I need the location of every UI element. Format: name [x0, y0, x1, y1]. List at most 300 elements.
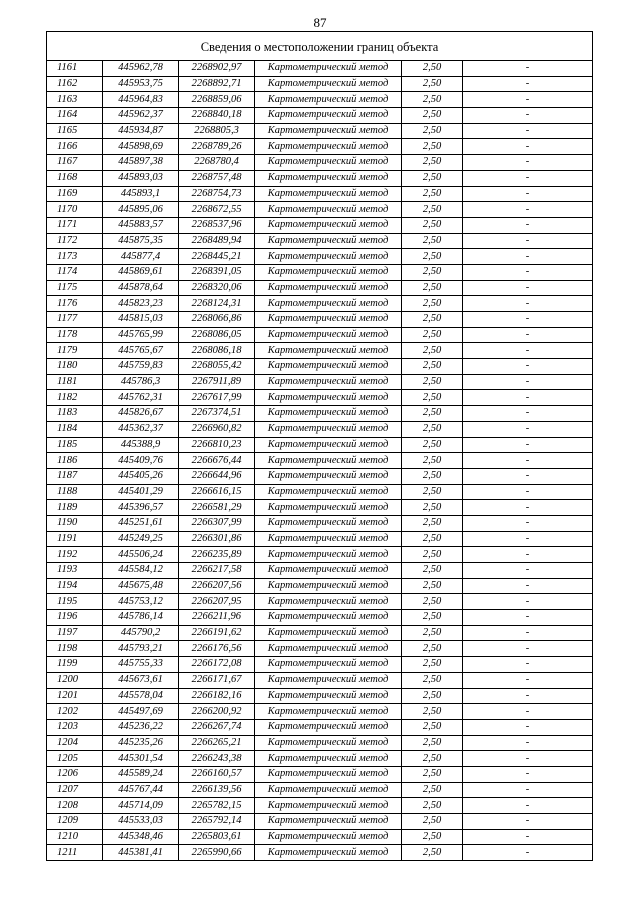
- x-coordinate-cell: 445883,57: [103, 217, 179, 233]
- y-coordinate-cell: 2268086,18: [179, 343, 255, 359]
- method-cell: Картометрический метод: [255, 578, 402, 594]
- method-cell: Картометрический метод: [255, 61, 402, 77]
- point-number-cell: 1199: [47, 657, 103, 673]
- accuracy-cell: 2,50: [402, 186, 463, 202]
- point-number-cell: 1183: [47, 406, 103, 422]
- method-cell: Картометрический метод: [255, 547, 402, 563]
- accuracy-cell: 2,50: [402, 829, 463, 845]
- note-cell: -: [463, 280, 593, 296]
- point-number-cell: 1207: [47, 782, 103, 798]
- note-cell: -: [463, 312, 593, 328]
- x-coordinate-cell: 445953,75: [103, 76, 179, 92]
- y-coordinate-cell: 2268537,96: [179, 217, 255, 233]
- accuracy-cell: 2,50: [402, 61, 463, 77]
- table-row: [47, 390, 593, 406]
- method-cell: Картометрический метод: [255, 186, 402, 202]
- note-cell: -: [463, 500, 593, 516]
- table-row: [47, 123, 593, 139]
- y-coordinate-cell: 2265782,15: [179, 798, 255, 814]
- table-row: [47, 814, 593, 830]
- accuracy-cell: 2,50: [402, 123, 463, 139]
- coordinates-table: [46, 60, 593, 861]
- point-number-cell: 1168: [47, 170, 103, 186]
- point-number-cell: 1189: [47, 500, 103, 516]
- x-coordinate-cell: 445893,1: [103, 186, 179, 202]
- point-number-cell: 1201: [47, 688, 103, 704]
- table-row: [47, 500, 593, 516]
- method-cell: Картометрический метод: [255, 657, 402, 673]
- accuracy-cell: 2,50: [402, 845, 463, 861]
- method-cell: Картометрический метод: [255, 390, 402, 406]
- point-number-cell: 1164: [47, 108, 103, 124]
- table-row: [47, 359, 593, 375]
- y-coordinate-cell: 2268754,73: [179, 186, 255, 202]
- method-cell: Картометрический метод: [255, 625, 402, 641]
- method-cell: Картометрический метод: [255, 688, 402, 704]
- table-row: [47, 484, 593, 500]
- method-cell: Картометрический метод: [255, 202, 402, 218]
- note-cell: -: [463, 217, 593, 233]
- accuracy-cell: 2,50: [402, 484, 463, 500]
- table-row: [47, 531, 593, 547]
- y-coordinate-cell: 2265803,61: [179, 829, 255, 845]
- note-cell: -: [463, 657, 593, 673]
- method-cell: Картометрический метод: [255, 155, 402, 171]
- x-coordinate-cell: 445497,69: [103, 704, 179, 720]
- accuracy-cell: 2,50: [402, 515, 463, 531]
- note-cell: -: [463, 453, 593, 469]
- x-coordinate-cell: 445767,44: [103, 782, 179, 798]
- y-coordinate-cell: 2268489,94: [179, 233, 255, 249]
- point-number-cell: 1174: [47, 264, 103, 280]
- x-coordinate-cell: 445362,37: [103, 421, 179, 437]
- y-coordinate-cell: 2266301,86: [179, 531, 255, 547]
- method-cell: Картометрический метод: [255, 484, 402, 500]
- x-coordinate-cell: 445895,06: [103, 202, 179, 218]
- table-row: [47, 155, 593, 171]
- accuracy-cell: 2,50: [402, 782, 463, 798]
- table-row: [47, 296, 593, 312]
- table-row: [47, 343, 593, 359]
- table-row: [47, 406, 593, 422]
- x-coordinate-cell: 445381,41: [103, 845, 179, 861]
- coordinates-table-frame: [46, 31, 593, 861]
- note-cell: -: [463, 249, 593, 265]
- table-row: [47, 421, 593, 437]
- x-coordinate-cell: 445962,37: [103, 108, 179, 124]
- table-row: [47, 264, 593, 280]
- x-coordinate-cell: 445762,31: [103, 390, 179, 406]
- y-coordinate-cell: 2266207,56: [179, 578, 255, 594]
- accuracy-cell: 2,50: [402, 688, 463, 704]
- table-row: [47, 233, 593, 249]
- point-number-cell: 1196: [47, 610, 103, 626]
- point-number-cell: 1188: [47, 484, 103, 500]
- table-row: [47, 312, 593, 328]
- accuracy-cell: 2,50: [402, 92, 463, 108]
- table-row: [47, 453, 593, 469]
- y-coordinate-cell: 2266139,56: [179, 782, 255, 798]
- method-cell: Картометрический метод: [255, 312, 402, 328]
- note-cell: -: [463, 359, 593, 375]
- table-row: [47, 170, 593, 186]
- y-coordinate-cell: 2266211,96: [179, 610, 255, 626]
- point-number-cell: 1185: [47, 437, 103, 453]
- method-cell: Картометрический метод: [255, 139, 402, 155]
- point-number-cell: 1194: [47, 578, 103, 594]
- x-coordinate-cell: 445786,14: [103, 610, 179, 626]
- table-row: [47, 782, 593, 798]
- point-number-cell: 1182: [47, 390, 103, 406]
- accuracy-cell: 2,50: [402, 249, 463, 265]
- accuracy-cell: 2,50: [402, 406, 463, 422]
- note-cell: -: [463, 814, 593, 830]
- table-row: [47, 374, 593, 390]
- note-cell: -: [463, 92, 593, 108]
- y-coordinate-cell: 2268892,71: [179, 76, 255, 92]
- x-coordinate-cell: 445826,67: [103, 406, 179, 422]
- method-cell: Картометрический метод: [255, 704, 402, 720]
- y-coordinate-cell: 2268789,26: [179, 139, 255, 155]
- method-cell: Картометрический метод: [255, 76, 402, 92]
- method-cell: Картометрический метод: [255, 515, 402, 531]
- table-row: [47, 798, 593, 814]
- note-cell: -: [463, 766, 593, 782]
- note-cell: -: [463, 264, 593, 280]
- y-coordinate-cell: 2266644,96: [179, 468, 255, 484]
- accuracy-cell: 2,50: [402, 327, 463, 343]
- method-cell: Картометрический метод: [255, 531, 402, 547]
- y-coordinate-cell: 2266191,62: [179, 625, 255, 641]
- note-cell: -: [463, 139, 593, 155]
- x-coordinate-cell: 445396,57: [103, 500, 179, 516]
- note-cell: -: [463, 61, 593, 77]
- point-number-cell: 1187: [47, 468, 103, 484]
- accuracy-cell: 2,50: [402, 468, 463, 484]
- point-number-cell: 1202: [47, 704, 103, 720]
- method-cell: Картометрический метод: [255, 845, 402, 861]
- table-row: [47, 578, 593, 594]
- x-coordinate-cell: 445878,64: [103, 280, 179, 296]
- method-cell: Картометрический метод: [255, 374, 402, 390]
- x-coordinate-cell: 445753,12: [103, 594, 179, 610]
- point-number-cell: 1198: [47, 641, 103, 657]
- method-cell: Картометрический метод: [255, 296, 402, 312]
- accuracy-cell: 2,50: [402, 625, 463, 641]
- accuracy-cell: 2,50: [402, 343, 463, 359]
- note-cell: -: [463, 578, 593, 594]
- x-coordinate-cell: 445348,46: [103, 829, 179, 845]
- table-body: [47, 61, 593, 861]
- table-row: [47, 61, 593, 77]
- accuracy-cell: 2,50: [402, 217, 463, 233]
- x-coordinate-cell: 445893,03: [103, 170, 179, 186]
- point-number-cell: 1192: [47, 547, 103, 563]
- page-number: 87: [313, 15, 327, 30]
- point-number-cell: 1175: [47, 280, 103, 296]
- x-coordinate-cell: 445790,2: [103, 625, 179, 641]
- method-cell: Картометрический метод: [255, 829, 402, 845]
- x-coordinate-cell: 445823,23: [103, 296, 179, 312]
- accuracy-cell: 2,50: [402, 641, 463, 657]
- x-coordinate-cell: 445869,61: [103, 264, 179, 280]
- point-number-cell: 1177: [47, 312, 103, 328]
- note-cell: -: [463, 751, 593, 767]
- note-cell: -: [463, 76, 593, 92]
- accuracy-cell: 2,50: [402, 139, 463, 155]
- table-row: [47, 719, 593, 735]
- y-coordinate-cell: 2266676,44: [179, 453, 255, 469]
- point-number-cell: 1211: [47, 845, 103, 861]
- method-cell: Картометрический метод: [255, 672, 402, 688]
- method-cell: Картометрический метод: [255, 343, 402, 359]
- x-coordinate-cell: 445235,26: [103, 735, 179, 751]
- y-coordinate-cell: 2268445,21: [179, 249, 255, 265]
- x-coordinate-cell: 445877,4: [103, 249, 179, 265]
- note-cell: -: [463, 484, 593, 500]
- method-cell: Картометрический метод: [255, 641, 402, 657]
- accuracy-cell: 2,50: [402, 233, 463, 249]
- x-coordinate-cell: 445759,83: [103, 359, 179, 375]
- note-cell: -: [463, 563, 593, 579]
- accuracy-cell: 2,50: [402, 155, 463, 171]
- table-row: [47, 547, 593, 563]
- accuracy-cell: 2,50: [402, 453, 463, 469]
- y-coordinate-cell: 2266267,74: [179, 719, 255, 735]
- x-coordinate-cell: 445875,35: [103, 233, 179, 249]
- point-number-cell: 1191: [47, 531, 103, 547]
- point-number-cell: 1186: [47, 453, 103, 469]
- method-cell: Картометрический метод: [255, 264, 402, 280]
- y-coordinate-cell: 2265990,66: [179, 845, 255, 861]
- y-coordinate-cell: 2266810,23: [179, 437, 255, 453]
- point-number-cell: 1161: [47, 61, 103, 77]
- x-coordinate-cell: 445962,78: [103, 61, 179, 77]
- note-cell: -: [463, 688, 593, 704]
- method-cell: Картометрический метод: [255, 798, 402, 814]
- point-number-cell: 1166: [47, 139, 103, 155]
- table-row: [47, 735, 593, 751]
- table-row: [47, 280, 593, 296]
- accuracy-cell: 2,50: [402, 170, 463, 186]
- accuracy-cell: 2,50: [402, 296, 463, 312]
- method-cell: Картометрический метод: [255, 249, 402, 265]
- note-cell: -: [463, 672, 593, 688]
- y-coordinate-cell: 2268124,31: [179, 296, 255, 312]
- note-cell: -: [463, 515, 593, 531]
- point-number-cell: 1193: [47, 563, 103, 579]
- method-cell: Картометрический метод: [255, 421, 402, 437]
- note-cell: -: [463, 155, 593, 171]
- table-row: [47, 704, 593, 720]
- method-cell: Картометрический метод: [255, 170, 402, 186]
- y-coordinate-cell: 2266217,58: [179, 563, 255, 579]
- x-coordinate-cell: 445675,48: [103, 578, 179, 594]
- x-coordinate-cell: 445249,25: [103, 531, 179, 547]
- accuracy-cell: 2,50: [402, 264, 463, 280]
- method-cell: Картометрический метод: [255, 594, 402, 610]
- note-cell: -: [463, 782, 593, 798]
- note-cell: -: [463, 421, 593, 437]
- note-cell: -: [463, 343, 593, 359]
- x-coordinate-cell: 445765,99: [103, 327, 179, 343]
- method-cell: Картометрический метод: [255, 563, 402, 579]
- point-number-cell: 1169: [47, 186, 103, 202]
- table-row: [47, 108, 593, 124]
- accuracy-cell: 2,50: [402, 719, 463, 735]
- y-coordinate-cell: 2268066,86: [179, 312, 255, 328]
- accuracy-cell: 2,50: [402, 704, 463, 720]
- accuracy-cell: 2,50: [402, 531, 463, 547]
- y-coordinate-cell: 2267617,99: [179, 390, 255, 406]
- note-cell: -: [463, 704, 593, 720]
- note-cell: -: [463, 123, 593, 139]
- y-coordinate-cell: 2266265,21: [179, 735, 255, 751]
- method-cell: Картометрический метод: [255, 217, 402, 233]
- table-row: [47, 249, 593, 265]
- note-cell: -: [463, 327, 593, 343]
- table-row: [47, 139, 593, 155]
- accuracy-cell: 2,50: [402, 76, 463, 92]
- y-coordinate-cell: 2266616,15: [179, 484, 255, 500]
- accuracy-cell: 2,50: [402, 735, 463, 751]
- table-row: [47, 437, 593, 453]
- point-number-cell: 1197: [47, 625, 103, 641]
- note-cell: -: [463, 202, 593, 218]
- note-cell: -: [463, 829, 593, 845]
- point-number-cell: 1170: [47, 202, 103, 218]
- table-row: [47, 186, 593, 202]
- accuracy-cell: 2,50: [402, 202, 463, 218]
- note-cell: -: [463, 531, 593, 547]
- note-cell: -: [463, 390, 593, 406]
- accuracy-cell: 2,50: [402, 421, 463, 437]
- y-coordinate-cell: 2266182,16: [179, 688, 255, 704]
- accuracy-cell: 2,50: [402, 672, 463, 688]
- method-cell: Картометрический метод: [255, 327, 402, 343]
- accuracy-cell: 2,50: [402, 108, 463, 124]
- note-cell: -: [463, 594, 593, 610]
- y-coordinate-cell: 2266160,57: [179, 766, 255, 782]
- method-cell: Картометрический метод: [255, 610, 402, 626]
- note-cell: -: [463, 170, 593, 186]
- table-row: [47, 515, 593, 531]
- x-coordinate-cell: 445934,87: [103, 123, 179, 139]
- note-cell: -: [463, 406, 593, 422]
- x-coordinate-cell: 445673,61: [103, 672, 179, 688]
- note-cell: -: [463, 547, 593, 563]
- y-coordinate-cell: 2268055,42: [179, 359, 255, 375]
- note-cell: -: [463, 610, 593, 626]
- x-coordinate-cell: 445964,83: [103, 92, 179, 108]
- x-coordinate-cell: 445815,03: [103, 312, 179, 328]
- y-coordinate-cell: 2265792,14: [179, 814, 255, 830]
- point-number-cell: 1203: [47, 719, 103, 735]
- y-coordinate-cell: 2268672,55: [179, 202, 255, 218]
- point-number-cell: 1205: [47, 751, 103, 767]
- note-cell: -: [463, 108, 593, 124]
- y-coordinate-cell: 2268805,3: [179, 123, 255, 139]
- y-coordinate-cell: 2268859,06: [179, 92, 255, 108]
- note-cell: -: [463, 641, 593, 657]
- method-cell: Картометрический метод: [255, 814, 402, 830]
- x-coordinate-cell: 445301,54: [103, 751, 179, 767]
- x-coordinate-cell: 445589,24: [103, 766, 179, 782]
- table-row: [47, 327, 593, 343]
- x-coordinate-cell: 445409,76: [103, 453, 179, 469]
- method-cell: Картометрический метод: [255, 359, 402, 375]
- x-coordinate-cell: 445897,38: [103, 155, 179, 171]
- y-coordinate-cell: 2266307,99: [179, 515, 255, 531]
- table-row: [47, 751, 593, 767]
- point-number-cell: 1206: [47, 766, 103, 782]
- method-cell: Картометрический метод: [255, 453, 402, 469]
- method-cell: Картометрический метод: [255, 468, 402, 484]
- y-coordinate-cell: 2268391,05: [179, 264, 255, 280]
- method-cell: Картометрический метод: [255, 123, 402, 139]
- x-coordinate-cell: 445251,61: [103, 515, 179, 531]
- table-row: [47, 641, 593, 657]
- accuracy-cell: 2,50: [402, 563, 463, 579]
- point-number-cell: 1163: [47, 92, 103, 108]
- x-coordinate-cell: 445765,67: [103, 343, 179, 359]
- y-coordinate-cell: 2268902,97: [179, 61, 255, 77]
- accuracy-cell: 2,50: [402, 374, 463, 390]
- method-cell: Картометрический метод: [255, 406, 402, 422]
- y-coordinate-cell: 2268780,4: [179, 155, 255, 171]
- x-coordinate-cell: 445793,21: [103, 641, 179, 657]
- y-coordinate-cell: 2266176,56: [179, 641, 255, 657]
- method-cell: Картометрический метод: [255, 233, 402, 249]
- point-number-cell: 1162: [47, 76, 103, 92]
- table-row: [47, 76, 593, 92]
- x-coordinate-cell: 445578,04: [103, 688, 179, 704]
- y-coordinate-cell: 2266581,29: [179, 500, 255, 516]
- y-coordinate-cell: 2267911,89: [179, 374, 255, 390]
- point-number-cell: 1178: [47, 327, 103, 343]
- x-coordinate-cell: 445584,12: [103, 563, 179, 579]
- point-number-cell: 1190: [47, 515, 103, 531]
- table-row: [47, 657, 593, 673]
- accuracy-cell: 2,50: [402, 751, 463, 767]
- table-row: [47, 202, 593, 218]
- method-cell: Картометрический метод: [255, 437, 402, 453]
- note-cell: -: [463, 186, 593, 202]
- point-number-cell: 1204: [47, 735, 103, 751]
- point-number-cell: 1176: [47, 296, 103, 312]
- y-coordinate-cell: 2266171,67: [179, 672, 255, 688]
- point-number-cell: 1180: [47, 359, 103, 375]
- point-number-cell: 1167: [47, 155, 103, 171]
- x-coordinate-cell: 445388,9: [103, 437, 179, 453]
- table-row: [47, 594, 593, 610]
- method-cell: Картометрический метод: [255, 782, 402, 798]
- x-coordinate-cell: 445405,26: [103, 468, 179, 484]
- x-coordinate-cell: 445755,33: [103, 657, 179, 673]
- x-coordinate-cell: 445714,09: [103, 798, 179, 814]
- note-cell: -: [463, 735, 593, 751]
- method-cell: Картометрический метод: [255, 735, 402, 751]
- accuracy-cell: 2,50: [402, 578, 463, 594]
- y-coordinate-cell: 2268757,48: [179, 170, 255, 186]
- point-number-cell: 1195: [47, 594, 103, 610]
- y-coordinate-cell: 2266960,82: [179, 421, 255, 437]
- point-number-cell: 1173: [47, 249, 103, 265]
- point-number-cell: 1208: [47, 798, 103, 814]
- method-cell: Картометрический метод: [255, 500, 402, 516]
- y-coordinate-cell: 2268086,05: [179, 327, 255, 343]
- method-cell: Картометрический метод: [255, 108, 402, 124]
